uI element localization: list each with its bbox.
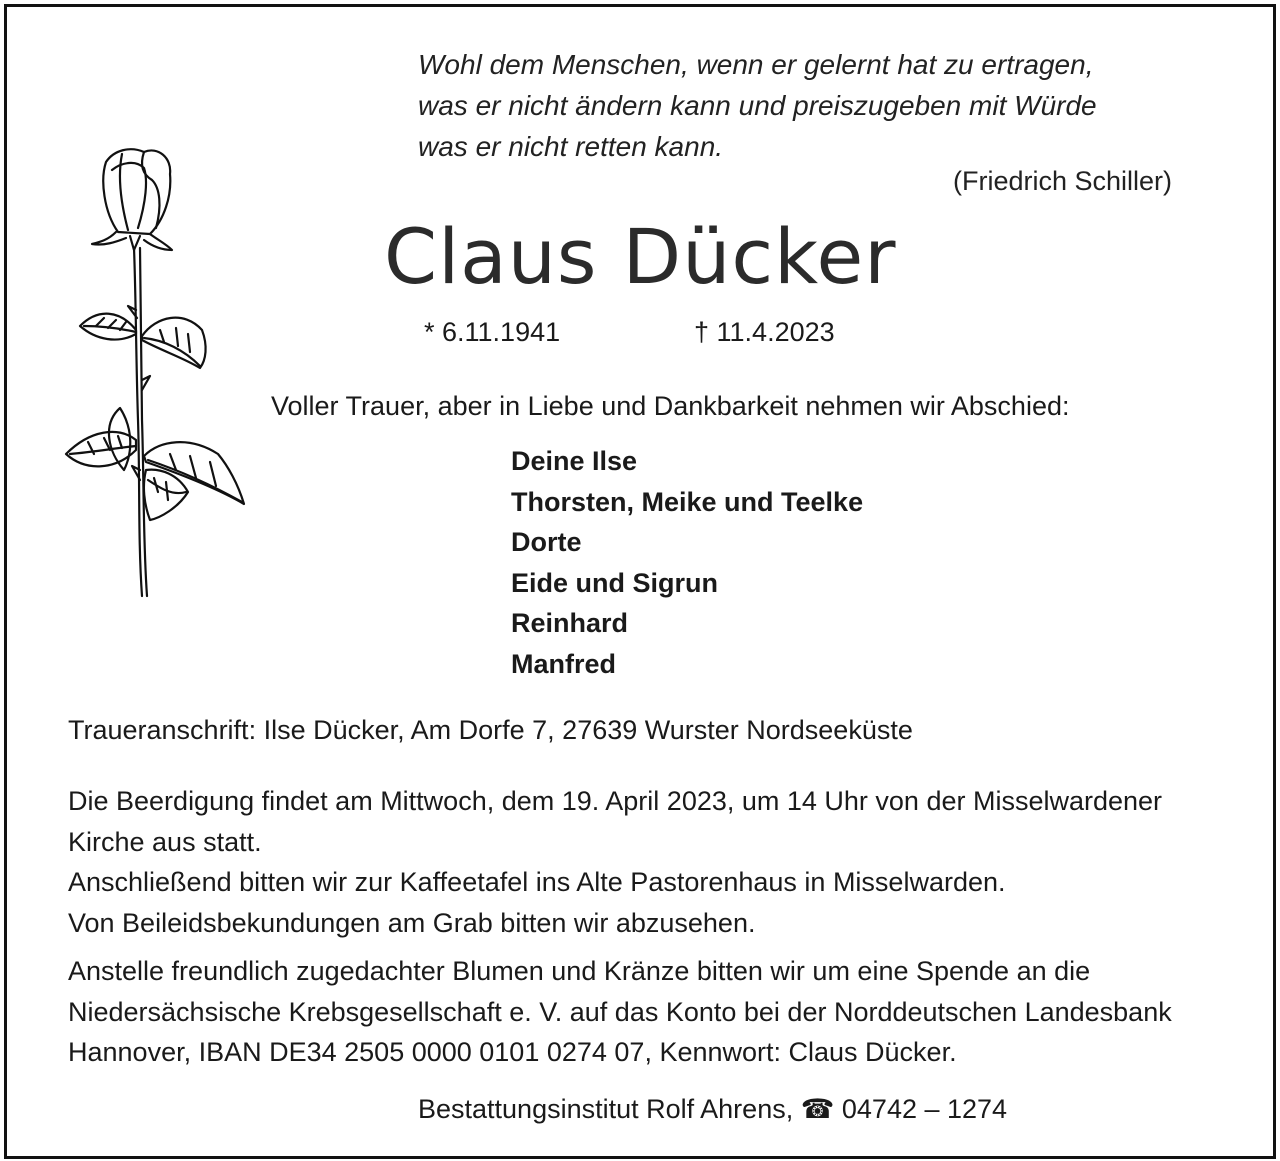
quote-line: was er nicht ändern kann und preiszugeben mit Würde: [418, 90, 1097, 121]
quote-block: [418, 44, 1097, 167]
quote-line: was er nicht retten kann.: [418, 131, 724, 162]
undertaker-name: Bestattungsinstitut Rolf Ahrens,: [418, 1094, 794, 1124]
rose-icon: [60, 140, 250, 600]
mourner-item: Dorte: [511, 527, 582, 558]
funeral-line: Kirche aus statt.: [68, 826, 262, 857]
quote-author: (Friedrich Schiller): [953, 166, 1173, 196]
farewell-intro: Voller Trauer, aber in Liebe und Dankbarkeit nehmen wir Abschied:: [271, 391, 1070, 421]
undertaker-footer: [418, 1094, 1007, 1125]
donation-line: Hannover, IBAN DE34 2505 0000 0101 0274 07, Kennwort: Claus Dücker.: [68, 1037, 957, 1067]
death-date: † 11.4.2023: [694, 317, 835, 347]
funeral-info: [68, 781, 1162, 943]
deceased-name: Claus Dücker: [384, 212, 897, 301]
phone-icon: ☎: [800, 1094, 835, 1124]
phone-number: 04742 – 1274: [841, 1094, 1008, 1124]
mourner-item: Deine Ilse: [511, 446, 638, 476]
mourner-item: Reinhard: [511, 608, 629, 639]
mourners-list: [511, 441, 863, 685]
donation-line: Anstelle freundlich zugedachter Blumen und Kränze bitten wir um eine Spende an die: [68, 956, 1091, 986]
birth-date: * 6.11.1941: [424, 317, 561, 347]
funeral-line: Anschließend bitten wir zur Kaffeetafel ins Alte Pastorenhaus in Misselwarden.: [68, 867, 1006, 897]
mourner-item: Manfred: [511, 648, 617, 679]
quote-line: Wohl dem Menschen, wenn er gelernt hat zu ertragen,: [418, 49, 1094, 80]
donation-info: [68, 951, 1172, 1073]
funeral-line: Von Beileidsbekundungen am Grab bitten wir abzusehen.: [68, 907, 756, 938]
mourner-item: Eide und Sigrun: [511, 567, 718, 598]
mourning-address: Traueranschrift: Ilse Dücker, Am Dorfe 7, 27639 Wurster Nordseeküste: [68, 715, 913, 745]
donation-line: Niedersächsische Krebsgesellschaft e. V. auf das Konto bei der Norddeutschen Landesbank: [68, 996, 1172, 1027]
mourner-item: Thorsten, Meike und Teelke: [511, 486, 864, 517]
funeral-line: Die Beerdigung findet am Mittwoch, dem 19. April 2023, um 14 Uhr von der Misselwardener: [68, 786, 1163, 816]
